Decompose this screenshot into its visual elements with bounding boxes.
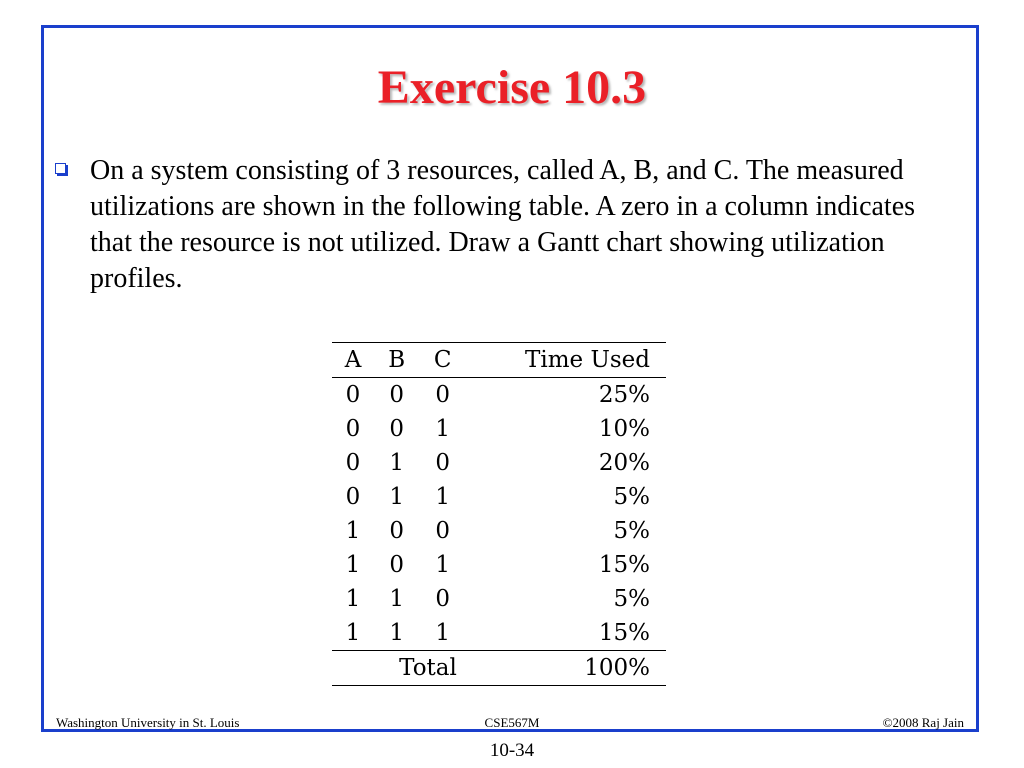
cell-a: 1 <box>345 518 361 544</box>
cell-a: 0 <box>345 382 361 408</box>
cell-c: 1 <box>435 416 450 442</box>
cell-time-used: 10% <box>598 416 650 442</box>
cell-b: 0 <box>389 416 405 442</box>
cell-time-used: 15% <box>598 620 650 646</box>
cell-c: 0 <box>435 518 450 544</box>
slide-title: Exercise 10.3 <box>377 61 647 114</box>
cell-c: 1 <box>435 552 450 578</box>
bullet-text: On a system consisting of 3 resources, called A, B, and C. The measured utilizations are shown in the following table. A zero in a column indicates that the resource is not utilized. Draw a Gantt chart showing utilization profiles. <box>90 155 916 294</box>
footer-course: CSE567M <box>484 715 540 730</box>
cell-b: 0 <box>389 552 405 578</box>
column-header-a: A <box>344 347 362 373</box>
cell-time-used: 20% <box>598 450 650 476</box>
cell-b: 1 <box>389 620 405 646</box>
table-row <box>332 616 666 651</box>
column-header-time-used: Time Used <box>525 347 650 373</box>
cell-c: 0 <box>435 586 450 612</box>
table-row <box>332 582 666 616</box>
table-row <box>332 446 666 480</box>
cell-c: 0 <box>435 450 450 476</box>
table-row <box>332 548 666 582</box>
cell-time-used: 5% <box>613 484 650 510</box>
cell-c: 1 <box>435 620 450 646</box>
cell-b: 0 <box>389 382 405 408</box>
bullet-item <box>55 153 955 297</box>
table-header-row <box>332 343 666 378</box>
total-value: 100% <box>584 655 650 681</box>
footer-institution: Washington University in St. Louis <box>56 715 240 730</box>
cell-time-used: 5% <box>613 586 650 612</box>
cell-c: 0 <box>435 382 450 408</box>
table-row <box>332 412 666 446</box>
cell-a: 0 <box>345 416 361 442</box>
page-number: 10-34 <box>489 740 535 761</box>
footer-copyright: ©2008 Raj Jain <box>882 715 964 730</box>
table-row <box>332 378 666 413</box>
cell-time-used: 15% <box>598 552 650 578</box>
cell-b: 1 <box>389 450 405 476</box>
total-label: Total <box>399 655 457 681</box>
cell-time-used: 5% <box>613 518 650 544</box>
hollow-square-bullet-icon <box>55 163 66 174</box>
column-header-c: C <box>433 347 452 373</box>
cell-b: 1 <box>389 586 405 612</box>
cell-a: 0 <box>345 450 361 476</box>
cell-a: 1 <box>345 620 361 646</box>
table-row <box>332 514 666 548</box>
total-spacer <box>332 651 374 686</box>
cell-b: 0 <box>389 518 405 544</box>
column-header-b: B <box>388 347 406 373</box>
table-total-row <box>332 651 666 686</box>
utilization-table <box>332 342 666 686</box>
cell-a: 1 <box>345 552 361 578</box>
cell-time-used: 25% <box>598 382 650 408</box>
cell-b: 1 <box>389 484 405 510</box>
cell-a: 1 <box>345 586 361 612</box>
table-row <box>332 480 666 514</box>
cell-c: 1 <box>435 484 450 510</box>
cell-a: 0 <box>345 484 361 510</box>
